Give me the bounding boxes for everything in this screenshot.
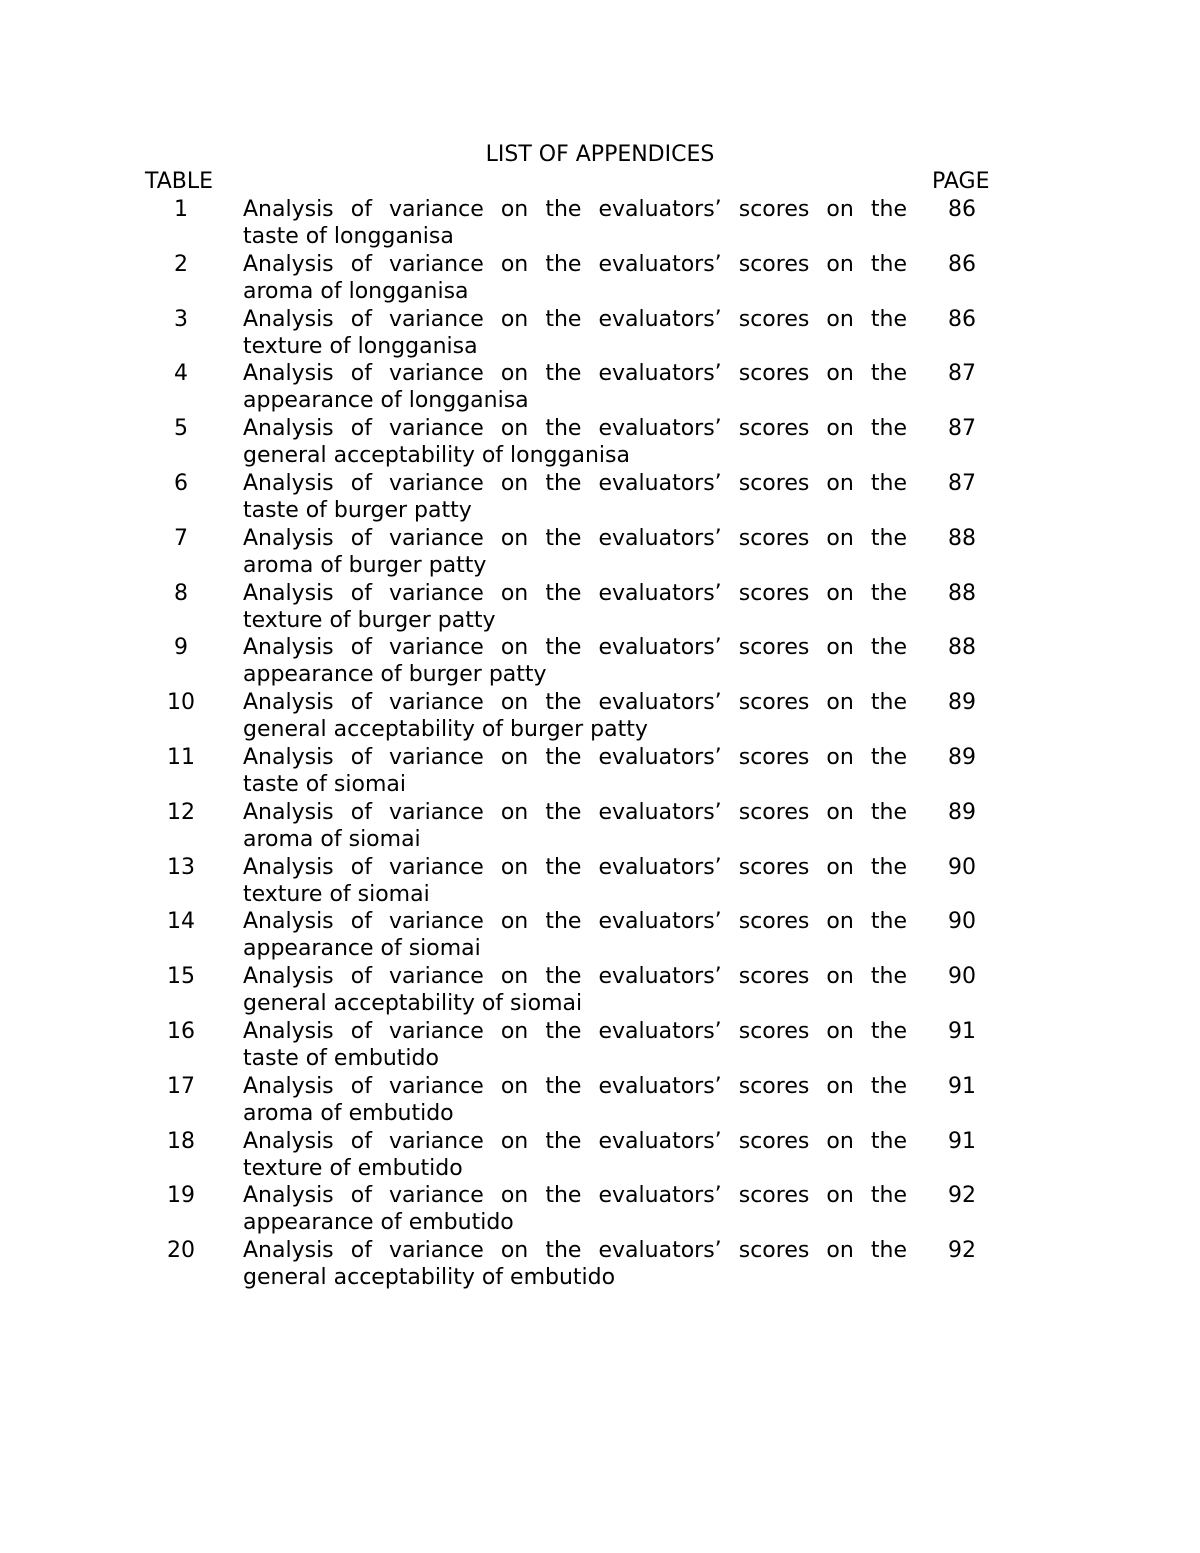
description-line-1: Analysis of variance on the evaluators’ scores on the [243, 744, 907, 770]
list-item [0, 1018, 1200, 1073]
page-number: 88 [948, 635, 976, 661]
description-line-1: Analysis of variance on the evaluators’ scores on the [243, 416, 907, 442]
list-item [0, 415, 1200, 470]
description-line-1: Analysis of variance on the evaluators’ scores on the [243, 909, 907, 935]
list-item [0, 689, 1200, 744]
page-number: 88 [948, 525, 976, 551]
table-number: 19 [167, 1183, 195, 1209]
table-description [243, 689, 907, 743]
table-description [243, 963, 907, 1017]
description-line-2: aroma of siomai [243, 826, 421, 852]
list-item [0, 580, 1200, 635]
table-number: 2 [174, 251, 188, 277]
description-line-2: general acceptability of burger patty [243, 717, 648, 743]
list-item [0, 470, 1200, 525]
description-line-1: Analysis of variance on the evaluators’ scores on the [243, 525, 907, 551]
table-number: 20 [167, 1238, 195, 1264]
description-line-1: Analysis of variance on the evaluators’ scores on the [243, 1128, 907, 1154]
table-description [243, 196, 907, 250]
page-number: 92 [948, 1238, 976, 1264]
table-number: 8 [174, 580, 188, 606]
list-item [0, 306, 1200, 361]
page-title: LIST OF APPENDICES [485, 142, 715, 167]
description-line-2: aroma of longganisa [243, 278, 469, 304]
table-number: 14 [167, 909, 195, 935]
table-description [243, 1018, 907, 1072]
page-number: 91 [948, 1018, 976, 1044]
table-number: 5 [174, 416, 188, 442]
list-item [0, 1073, 1200, 1128]
page-number: 88 [948, 580, 976, 606]
description-line-2: appearance of burger patty [243, 662, 547, 688]
table-number: 17 [167, 1073, 195, 1099]
list-item [0, 634, 1200, 689]
description-line-2: appearance of longganisa [243, 388, 529, 414]
table-description [243, 854, 907, 908]
page-number: 86 [948, 197, 976, 222]
appendix-list [0, 196, 1200, 1292]
description-line-1: Analysis of variance on the evaluators’ scores on the [243, 251, 907, 277]
list-item [0, 360, 1200, 415]
page-number: 90 [948, 854, 976, 880]
table-number: 15 [167, 964, 195, 990]
page-number: 92 [948, 1183, 976, 1209]
page-number: 90 [948, 909, 976, 935]
page-number: 87 [948, 416, 976, 442]
page-number: 86 [948, 306, 976, 332]
table-description [243, 306, 907, 360]
description-line-2: texture of embutido [243, 1155, 463, 1181]
table-number: 12 [167, 799, 195, 825]
table-number: 13 [167, 854, 195, 880]
description-line-2: taste of burger patty [243, 497, 472, 523]
page-number: 87 [948, 361, 976, 387]
table-number: 9 [174, 635, 188, 661]
table-description [243, 799, 907, 853]
list-item [0, 525, 1200, 580]
table-description [243, 415, 907, 469]
list-item [0, 908, 1200, 963]
description-line-1: Analysis of variance on the evaluators’ scores on the [243, 197, 907, 222]
description-line-2: texture of longganisa [243, 333, 478, 359]
description-line-1: Analysis of variance on the evaluators’ scores on the [243, 1073, 907, 1099]
table-number: 6 [174, 470, 188, 496]
page-number: 90 [948, 964, 976, 990]
table-number: 4 [174, 361, 188, 387]
table-description [243, 1182, 907, 1236]
description-line-2: taste of longganisa [243, 224, 454, 249]
description-line-2: texture of burger patty [243, 607, 496, 633]
description-line-2: texture of siomai [243, 881, 430, 907]
page-number: 86 [948, 251, 976, 277]
table-description [243, 1237, 907, 1291]
table-description [243, 470, 907, 524]
table-description [243, 1128, 907, 1182]
list-item [0, 251, 1200, 306]
description-line-1: Analysis of variance on the evaluators’ scores on the [243, 306, 907, 332]
list-item [0, 1182, 1200, 1237]
table-number: 18 [167, 1128, 195, 1154]
page-number: 87 [948, 470, 976, 496]
description-line-1: Analysis of variance on the evaluators’ scores on the [243, 1018, 907, 1044]
description-line-1: Analysis of variance on the evaluators’ scores on the [243, 361, 907, 387]
description-line-2: appearance of embutido [243, 1210, 514, 1236]
list-item [0, 196, 1200, 251]
page-number: 89 [948, 744, 976, 770]
description-line-2: aroma of burger patty [243, 552, 487, 578]
table-description [243, 360, 907, 414]
list-item [0, 799, 1200, 854]
description-line-2: general acceptability of longganisa [243, 443, 630, 469]
description-line-1: Analysis of variance on the evaluators’ scores on the [243, 854, 907, 880]
description-line-2: general acceptability of siomai [243, 991, 583, 1017]
description-line-1: Analysis of variance on the evaluators’ scores on the [243, 635, 907, 661]
table-description [243, 634, 907, 688]
table-number: 16 [167, 1018, 195, 1044]
description-line-1: Analysis of variance on the evaluators’ scores on the [243, 470, 907, 496]
table-description [243, 744, 907, 798]
table-number: 3 [174, 306, 188, 332]
page-number: 89 [948, 799, 976, 825]
description-line-2: general acceptability of embutido [243, 1265, 616, 1291]
list-item [0, 1128, 1200, 1183]
table-description [243, 525, 907, 579]
description-line-2: aroma of embutido [243, 1100, 454, 1126]
description-line-1: Analysis of variance on the evaluators’ scores on the [243, 964, 907, 990]
list-item [0, 744, 1200, 799]
description-line-1: Analysis of variance on the evaluators’ scores on the [243, 799, 907, 825]
table-number: 1 [174, 197, 188, 222]
description-line-2: appearance of siomai [243, 936, 481, 962]
description-line-1: Analysis of variance on the evaluators’ scores on the [243, 580, 907, 606]
table-description [243, 251, 907, 305]
list-item [0, 854, 1200, 909]
description-line-1: Analysis of variance on the evaluators’ scores on the [243, 690, 907, 716]
description-line-2: taste of embutido [243, 1045, 439, 1071]
table-description [243, 580, 907, 634]
page-number: 91 [948, 1073, 976, 1099]
page-number: 91 [948, 1128, 976, 1154]
table-number: 11 [167, 744, 195, 770]
table-number: 7 [174, 525, 188, 551]
description-line-2: taste of siomai [243, 771, 406, 797]
description-line-1: Analysis of variance on the evaluators’ scores on the [243, 1183, 907, 1209]
page-number: 89 [948, 690, 976, 716]
list-item [0, 1237, 1200, 1292]
table-column-header: TABLE [145, 169, 214, 194]
list-item [0, 963, 1200, 1018]
table-description [243, 908, 907, 962]
description-line-1: Analysis of variance on the evaluators’ scores on the [243, 1238, 907, 1264]
table-description [243, 1073, 907, 1127]
table-number: 10 [167, 690, 195, 716]
page-column-header: PAGE [932, 169, 990, 194]
